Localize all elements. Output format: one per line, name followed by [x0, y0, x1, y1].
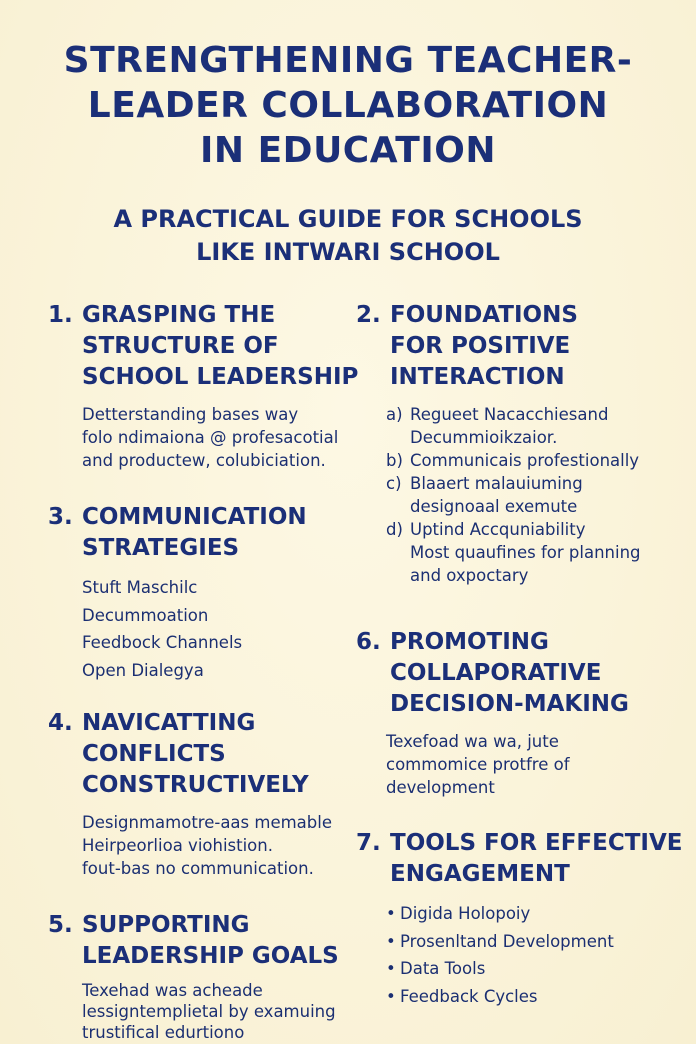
section-6-number: 6. — [356, 629, 381, 655]
section-1-body-line: folo ndimaiona @ profesacotial — [82, 428, 339, 447]
title-line-2: LEADER COLLABORATION — [87, 85, 609, 126]
section-5-body-line: lessigntemplietal by examuing — [82, 1002, 336, 1021]
section-5-body-line: trustifical edurtiono — [82, 1023, 245, 1042]
list-item-text — [410, 449, 639, 472]
section-3-number: 3. — [48, 504, 73, 530]
section-1-title-line: SCHOOL LEADERSHIP — [82, 364, 359, 390]
title-line-3: IN EDUCATION — [200, 130, 496, 171]
list-item — [386, 983, 676, 1011]
list-item: Feedbock Channels — [82, 633, 243, 652]
page-subtitle — [0, 203, 696, 269]
list-marker: a) — [386, 405, 403, 424]
section-5-number: 5. — [48, 912, 73, 938]
section-7-list — [356, 900, 676, 1010]
list-item-text — [410, 472, 583, 518]
section-1-title-line: STRUCTURE OF — [82, 333, 279, 359]
section-7-number: 7. — [356, 830, 381, 856]
section-2-title-line: FOUNDATIONS — [390, 302, 578, 328]
section-4-number: 4. — [48, 710, 73, 736]
list-marker: b) — [386, 451, 403, 470]
section-3-title — [82, 502, 348, 564]
section-1-body — [48, 403, 358, 472]
section-5-body-line: Texehad was acheade — [82, 981, 263, 1000]
list-item-line: designoaal exemute — [410, 497, 578, 516]
section-6-title-line: DECISION-MAKING — [390, 691, 629, 717]
list-item-text: Digida Holopoiy — [400, 904, 531, 923]
list-item-line: Regueet Nacacchiesand — [410, 405, 609, 424]
section-1-number: 1. — [48, 302, 73, 328]
list-item-text: Feedback Cycles — [400, 986, 538, 1006]
list-item-line: Uptind Accquniability — [410, 520, 586, 539]
section-4 — [48, 708, 348, 880]
section-3-title-line: COMMUNICATION — [82, 504, 307, 530]
title-line-1: STRENGTHENING TEACHER- — [63, 40, 633, 81]
list-item — [386, 900, 676, 928]
subtitle-line-2: LIKE INTWARI SCHOOL — [196, 238, 500, 266]
section-2-title — [390, 300, 676, 393]
section-2-title-line: FOR POSITIVE — [390, 333, 571, 359]
section-4-body-line: Heirpeorlioa viohistion. — [82, 836, 273, 855]
list-marker: c) — [386, 474, 402, 493]
list-item-line: Communicais profestionally — [410, 451, 640, 470]
section-3-heading — [48, 502, 348, 564]
section-6-title-line: COLLAPORATIVE — [390, 660, 602, 686]
list-item: Decummoation — [82, 605, 209, 625]
section-6-body-line: commomice protfre of — [386, 755, 570, 774]
section-5-title-line: SUPPORTING — [82, 912, 250, 938]
section-6-body — [356, 730, 676, 799]
list-marker: d) — [386, 520, 403, 539]
section-4-title-line: CONFLICTS — [82, 741, 226, 767]
section-6-body-line: Texefoad wa wa, jute — [386, 732, 559, 751]
section-5-body — [48, 980, 358, 1043]
list-item-text: Data Tools — [400, 959, 486, 978]
section-1-body-line: Detterstanding bases way — [82, 405, 299, 424]
section-4-heading — [48, 708, 348, 801]
section-6-title — [390, 627, 676, 720]
list-item-text: Prosenltand Development — [400, 931, 614, 951]
section-2-number: 2. — [356, 302, 381, 328]
section-1-body-line: and productew, colubiciation. — [82, 451, 326, 470]
section-4-title — [82, 708, 348, 801]
list-item-line: Blaaert malauiuming — [410, 474, 583, 493]
section-3-list — [48, 574, 348, 684]
section-5 — [48, 910, 358, 1043]
list-item: Stuft Maschilc — [82, 578, 198, 597]
section-6-heading — [356, 627, 676, 720]
section-5-title — [82, 910, 358, 972]
list-item-line: Decummioikzaior. — [410, 428, 558, 447]
list-item-text — [410, 518, 641, 587]
list-item — [386, 472, 676, 518]
section-3-title-line: STRATEGIES — [82, 535, 240, 561]
list-item-line: Most quaufines for planning — [410, 543, 641, 562]
subtitle-line-1: A PRACTICAL GUIDE FOR SCHOOLS — [113, 205, 583, 233]
section-2-title-line: INTERACTION — [390, 364, 565, 390]
section-6 — [356, 627, 676, 799]
section-1-heading — [48, 300, 358, 393]
section-4-body-line: Designmamotre-aas memable — [82, 813, 332, 832]
list-item — [386, 449, 676, 472]
section-6-body-line: development — [386, 778, 495, 797]
bullet-icon: • — [386, 959, 396, 978]
section-1-title — [82, 300, 358, 393]
section-2-heading — [356, 300, 676, 393]
section-1-title-line: GRASPING THE — [82, 302, 276, 328]
bullet-icon: • — [386, 931, 396, 951]
section-2 — [356, 300, 676, 587]
section-7-heading — [356, 828, 683, 890]
list-item — [386, 955, 676, 983]
section-7-title — [390, 828, 683, 890]
section-4-title-line: NAVICATTING — [82, 710, 256, 736]
section-6-title-line: PROMOTING — [390, 629, 549, 655]
list-item-line: and oxpoctary — [410, 566, 529, 585]
bullet-icon: • — [386, 904, 396, 923]
section-1 — [48, 300, 358, 472]
section-7 — [356, 828, 683, 1010]
list-item — [386, 518, 676, 587]
list-item — [386, 928, 676, 956]
section-7-title-line: TOOLS FOR EFFECTIVE — [390, 830, 683, 856]
bullet-icon: • — [386, 986, 396, 1006]
section-5-heading — [48, 910, 358, 972]
section-4-body-line: fout-bas no communication. — [82, 859, 314, 878]
section-2-list — [356, 403, 676, 587]
section-5-title-line: LEADERSHIP GOALS — [82, 943, 339, 969]
section-7-title-line: ENGAGEMENT — [390, 861, 570, 887]
list-item: Open Dialegya — [82, 660, 204, 680]
page-title — [0, 38, 696, 173]
section-3 — [48, 502, 348, 684]
list-item-text — [410, 403, 608, 449]
list-item — [386, 403, 676, 449]
section-4-body — [48, 811, 348, 880]
section-4-title-line: CONSTRUCTIVELY — [82, 772, 309, 798]
